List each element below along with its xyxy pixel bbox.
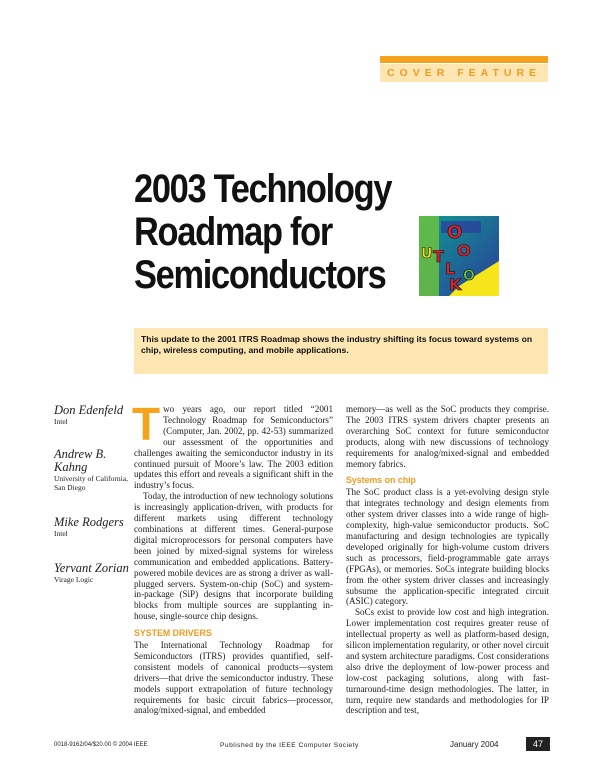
logo-letter: L xyxy=(445,259,456,278)
title-line: 2003 Technology xyxy=(134,167,392,211)
banner-bar xyxy=(380,56,548,63)
paragraph: memory—as well as the SoC products they comprise. The 2003 ITRS system drivers chapter presents an overarching SoC context for future semiconductor products, along with new discussions of technology requirements for analog/mixed-signal and embedded memory fabrics. xyxy=(346,404,549,469)
author-block xyxy=(54,404,130,426)
author-block xyxy=(54,448,130,492)
title-line: Semiconductors xyxy=(134,253,386,297)
author-block xyxy=(54,516,130,538)
logo-letter: O xyxy=(457,241,471,260)
paragraph: Today, the introduction of new technology solutions is increasingly application-driven, with products for different markets using different technology combinations at different times. General-purpose digital microprocessors for personal computers have been joined by mixed-signal systems for wireless communication and embedded applications. Battery-powered mobile devices are as strong a driver as wall-plugged servers. System-on-chip (SoC) and system-in-package (SiP) designs that incorporate building blocks from multiple sources are supplanting in-house, single-source chip designs. xyxy=(134,491,333,622)
author-name: Yervant Zorian xyxy=(54,561,129,575)
drop-cap: T xyxy=(132,398,161,450)
outlook-logo-graphic xyxy=(419,216,499,296)
logo-letter: T xyxy=(433,247,444,266)
author-block xyxy=(54,562,130,584)
paragraph: The SoC product class is a yet-evolving design style that integrates technology and design elements from other system driver classes into a wide range of high-complexity, high-value semiconductor products. SoC manufacturing and design technologies are typically developed originally for high-volume custom drivers such as processors, field-programmable gate arrays (FPGAs), or memories. SoCs integrate building blocks from the other system driver classes and increasingly subsume the application-specific integrated circuit (ASIC) category. xyxy=(346,487,549,607)
logo-letter: O xyxy=(463,268,475,284)
logo-letter: K xyxy=(449,275,462,294)
section-heading: Systems on chip xyxy=(346,475,416,486)
paragraph: SoCs exist to provide low cost and high integration. Lower implementation cost requires greater reuse of intellectual property as well as platform-based design, silicon implementation regularity, or other novel circuit and system architecture paradigms. Cost considerations also drive the deployment of low-power process and low-cost packaging solutions, along with fast-turnaround-time design methodologies. The latter, in turn, require new standards and methodologies for IP description and test, xyxy=(346,607,549,716)
outlook-logo xyxy=(419,216,499,296)
footer-issn: 0018-9162/04/$20.00 © 2004 IEEE xyxy=(54,742,148,748)
footer-publisher: Published by the IEEE Computer Society xyxy=(220,742,359,749)
author-name: Mike Rodgers xyxy=(54,515,124,529)
author-affiliation: Intel xyxy=(54,529,68,538)
body-column-left xyxy=(132,398,333,716)
section-banner: COVER FEATURE xyxy=(380,64,548,82)
abstract: This update to the 2001 ITRS Roadmap shows the industry shifting its focus toward systems on chip, wireless computing, and mobile applications. xyxy=(141,334,533,355)
paragraph: The International Technology Roadmap for Semiconductors (ITRS) provides quantified, self-consistent models of canonical products—system drivers—that drive the semiconductor industry. These models support extrapolation of future technology requirements for basic circuit fabrics—processor, analog/mixed-signal, and embedded xyxy=(134,640,333,716)
author-affiliation: Virage Logic xyxy=(54,575,94,584)
paragraph: Two years ago, our report titled “2001 Technology Roadmap for Semiconductors” (Computer, Jan. 2002, pp. 42-53) summarized our assessment of the opportunities and challenges awaiting the semiconductor industry in its continued pursuit of Moore’s law. The 2003 edition updates this effort and reveals a significant shift in the industry’s focus. xyxy=(132,398,333,491)
article-title xyxy=(134,168,392,297)
author-name: Don Edenfeld xyxy=(54,403,124,417)
page-number: 47 xyxy=(526,737,550,751)
footer-date: January 2004 xyxy=(450,740,499,749)
body-column-right xyxy=(346,404,549,716)
author-affiliation: University of California, San Diego xyxy=(54,474,128,492)
logo-letter: O xyxy=(447,222,463,243)
logo-letter: U xyxy=(421,246,433,262)
title-line: Roadmap for xyxy=(134,210,332,254)
author-affiliation: Intel xyxy=(54,417,68,426)
author-name: Andrew B. Kahng xyxy=(54,447,107,474)
section-heading: SYSTEM DRIVERS xyxy=(134,628,212,639)
